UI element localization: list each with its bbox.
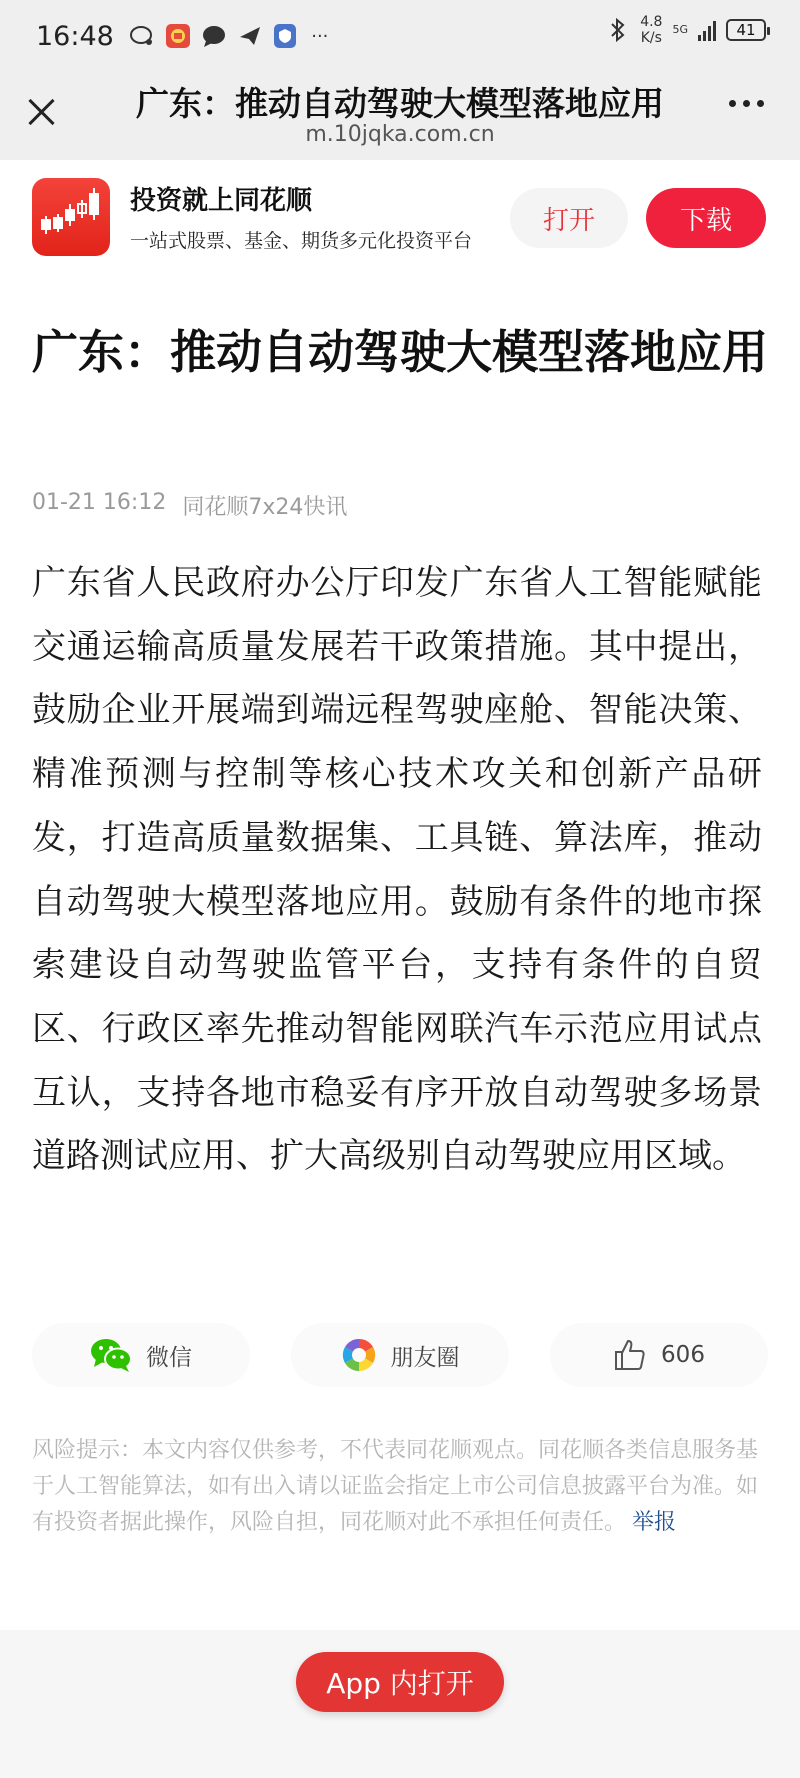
- bottom-bar: [0, 1630, 800, 1778]
- page-title: 广东：推动自动驾驶大模型落地应用: [136, 84, 664, 123]
- battery-level: 41: [736, 21, 756, 39]
- share-bar: [32, 1323, 768, 1387]
- like-button[interactable]: [550, 1323, 768, 1387]
- network-type: 5G: [672, 23, 688, 36]
- open-in-app-button[interactable]: App 内打开: [296, 1652, 504, 1712]
- app-logo: [32, 178, 110, 256]
- chat-bubble-icon: [130, 24, 154, 48]
- article-body: 广东省人民政府办公厅印发广东省人工智能赋能交通运输高质量发展若干政策措施。其中提出，鼓励企业开展端到端远程驾驶座舱、智能决策、精准预测与控制等核心技术攻关和创新产品研发，打造高质量数据集、工具链、算法库，推动自动驾驶大模型落地应用。鼓励有条件的地市探索建设自动驾驶监管平台，支持有条件的自贸区、行政区率先推动智能网联汽车示范应用试点互认，支持各地市稳妥有序开放自动驾驶多场景道路测试应用、扩大高级别自动驾驶应用区域。: [32, 563, 762, 1177]
- send-icon: [238, 24, 262, 48]
- share-moments-button[interactable]: [291, 1323, 509, 1387]
- battery-icon: [726, 19, 766, 41]
- app-banner: [0, 160, 800, 270]
- shield-icon: [274, 24, 296, 48]
- share-wechat-label: 微信: [146, 1344, 192, 1371]
- disclaimer-text: 风险提示：本文内容仅供参考，不代表同花顺观点。同花顺各类信息服务基于人工智能算法，如有出入请以证监会指定上市公司信息披露平台为准。如有投资者据此操作，风险自担，同花顺对此不承担任何责任。: [32, 1438, 759, 1535]
- app-name: 投资就上同花顺: [130, 186, 313, 216]
- share-moments-label: 朋友圈: [390, 1344, 460, 1371]
- like-count: 606: [661, 1342, 705, 1368]
- page-url: m.10jqka.com.cn: [305, 122, 495, 147]
- message-icon: [202, 24, 226, 48]
- app-notification-icon: [166, 24, 190, 48]
- wechat-icon: [90, 1337, 132, 1373]
- status-time: 16:48: [36, 20, 114, 52]
- download-app-button[interactable]: 下载: [646, 188, 766, 248]
- risk-disclaimer: [32, 1433, 772, 1541]
- network-speed-unit: K/s: [640, 30, 662, 46]
- close-icon[interactable]: [22, 92, 62, 132]
- more-menu-icon[interactable]: [729, 100, 764, 107]
- more-notifications-icon: ···: [311, 25, 329, 47]
- article-source: 同花顺7x24快讯: [182, 495, 348, 520]
- bluetooth-icon: [606, 18, 630, 42]
- report-link[interactable]: 举报: [632, 1510, 677, 1535]
- signal-icon: [698, 19, 716, 41]
- article-meta: [32, 490, 347, 521]
- status-bar: [0, 0, 800, 72]
- article-date: 01-21 16:12: [32, 490, 167, 515]
- article-title: 广东：推动自动驾驶大模型落地应用: [32, 325, 768, 379]
- thumbs-up-icon: [613, 1338, 647, 1372]
- app-description: 一站式股票、基金、期货多元化投资平台: [130, 230, 473, 252]
- browser-header: [0, 72, 800, 160]
- network-speed-value: 4.8: [640, 14, 663, 30]
- open-app-button[interactable]: 打开: [510, 188, 628, 248]
- network-speed: [640, 14, 662, 46]
- moments-icon: [341, 1337, 377, 1373]
- share-wechat-button[interactable]: [32, 1323, 250, 1387]
